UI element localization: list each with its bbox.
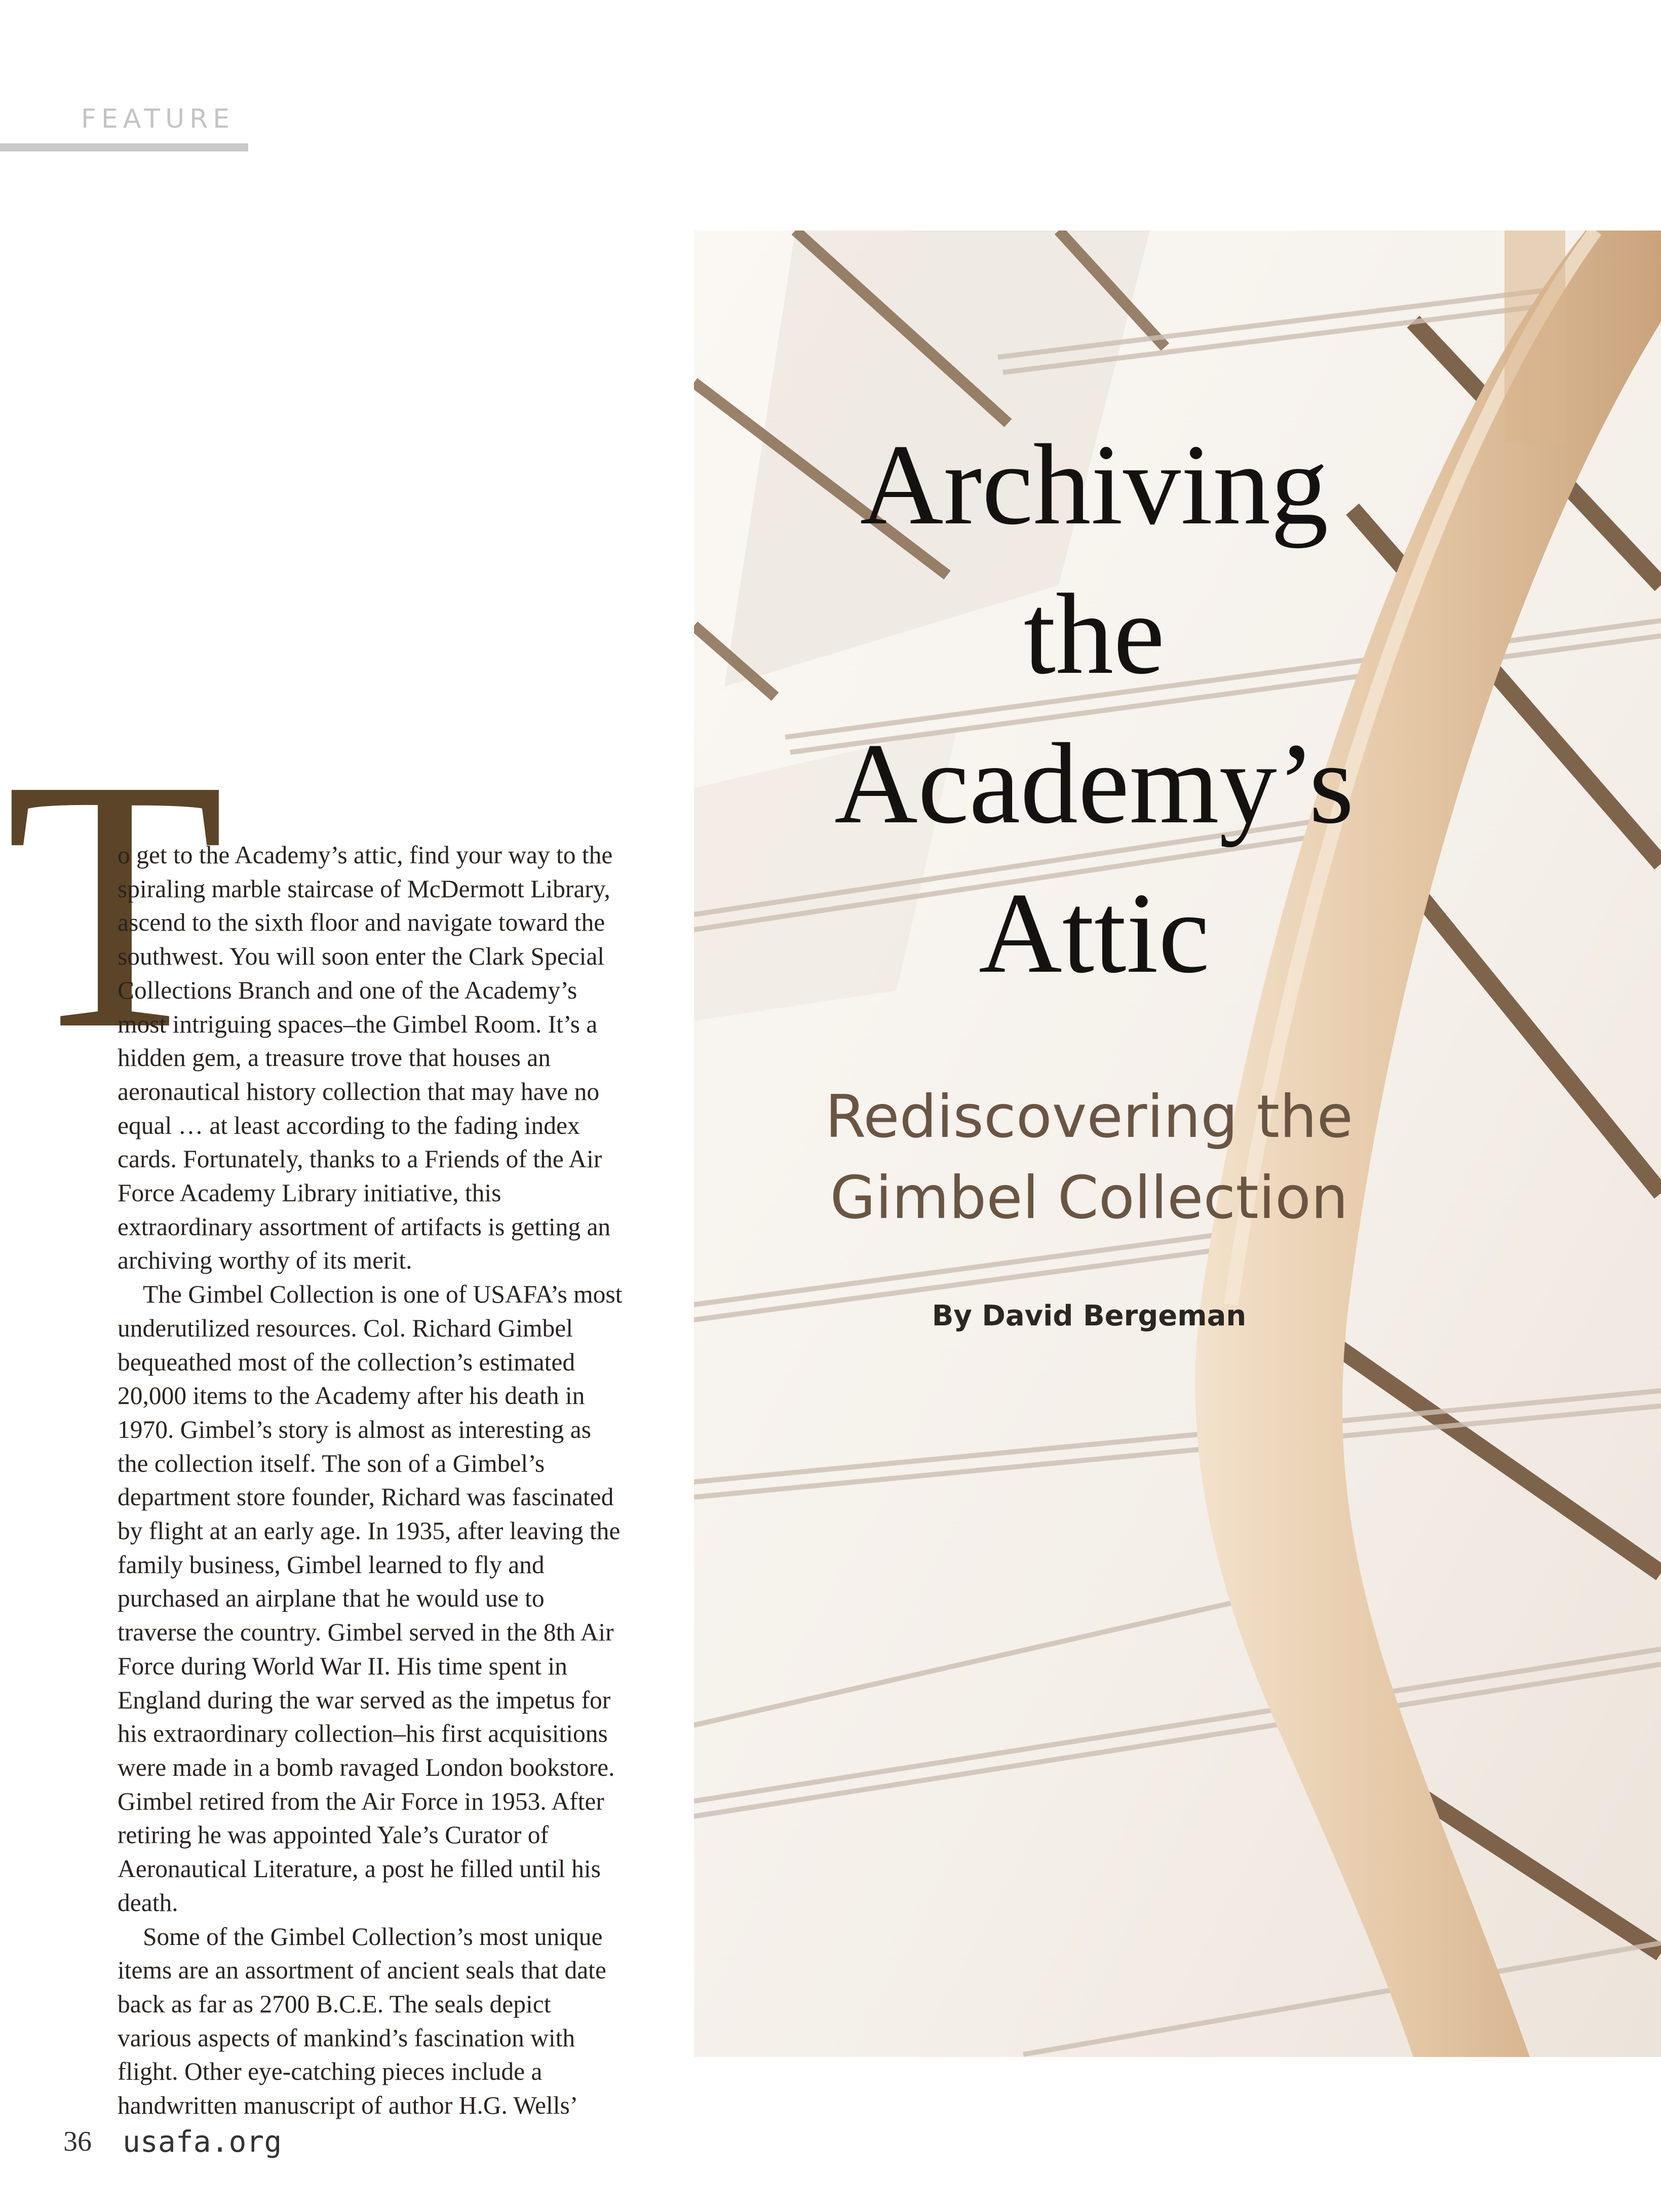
section-label: FEATURE: [81, 104, 235, 134]
headline-line: Archiving: [860, 421, 1329, 549]
website-url: usafa.org: [123, 2124, 282, 2159]
article-paragraph: Some of the Gimbel Collection’s most unique items are an assortment of ancient seals that date back as far as 2700 B.C.E. The seals depict various aspects of mankind’s fascination with flight. Other eye-catching pieces include a handwritten manuscript of author H.G. Wells’: [118, 1922, 606, 2120]
section-rule: [0, 143, 248, 151]
headline-line: Academy’s: [834, 720, 1354, 848]
byline: By David Bergeman: [932, 1300, 1247, 1332]
article-body: [118, 838, 627, 2123]
page-number: 36: [63, 2126, 92, 2157]
subtitle-line: Gimbel Collection: [830, 1164, 1348, 1232]
article-paragraph: o get to the Academy’s attic, find your way to the spiraling marble staircase of McDermott Library, ascend to the sixth floor and navigate toward the southwest. You will soon enter the Clark Special Collections Branch and one of the Academy’s most intriguing spaces–the Gimbel Room. It’s a hidden gem, a treasure trove that houses an aeronautical history collection that may have no equal … at least according to the fading index cards. Fortunately, thanks to a Friends of the Air Force Academy Library initiative, this extraordinary assortment of artifacts is getting an archiving worthy of its merit.: [118, 841, 613, 1275]
headline: [775, 410, 1413, 1008]
subtitle: [795, 1077, 1383, 1239]
headline-line: the: [1023, 570, 1165, 698]
article-paragraph: The Gimbel Collection is one of USAFA’s most underutilized resources. Col. Richard Gimbel bequeathed most of the collection’s estimated 20,000 items to the Academy after his death in 1970. Gimbel’s story is almost as interesting as the collection itself. The son of a Gimbel’s department store founder, Richard was fascinated by flight at an early age. In 1935, after leaving the family business, Gimbel learned to fly and purchased an airplane that he would use to traverse the country. Gimbel served in the 8th Air Force during World War II. His time spent in England during the war served as the impetus for his extraordinary collection–his first acquisitions were made in a bomb ravaged London bookstore. Gimbel retired from the Air Force in 1953. After retiring he was appointed Yale’s Curator of Aeronautical Literature, a post he filled until his death.: [118, 1280, 623, 1917]
drop-cap: T: [5, 705, 225, 1103]
subtitle-line: Rediscovering the: [825, 1083, 1354, 1151]
headline-line: Attic: [979, 869, 1210, 997]
